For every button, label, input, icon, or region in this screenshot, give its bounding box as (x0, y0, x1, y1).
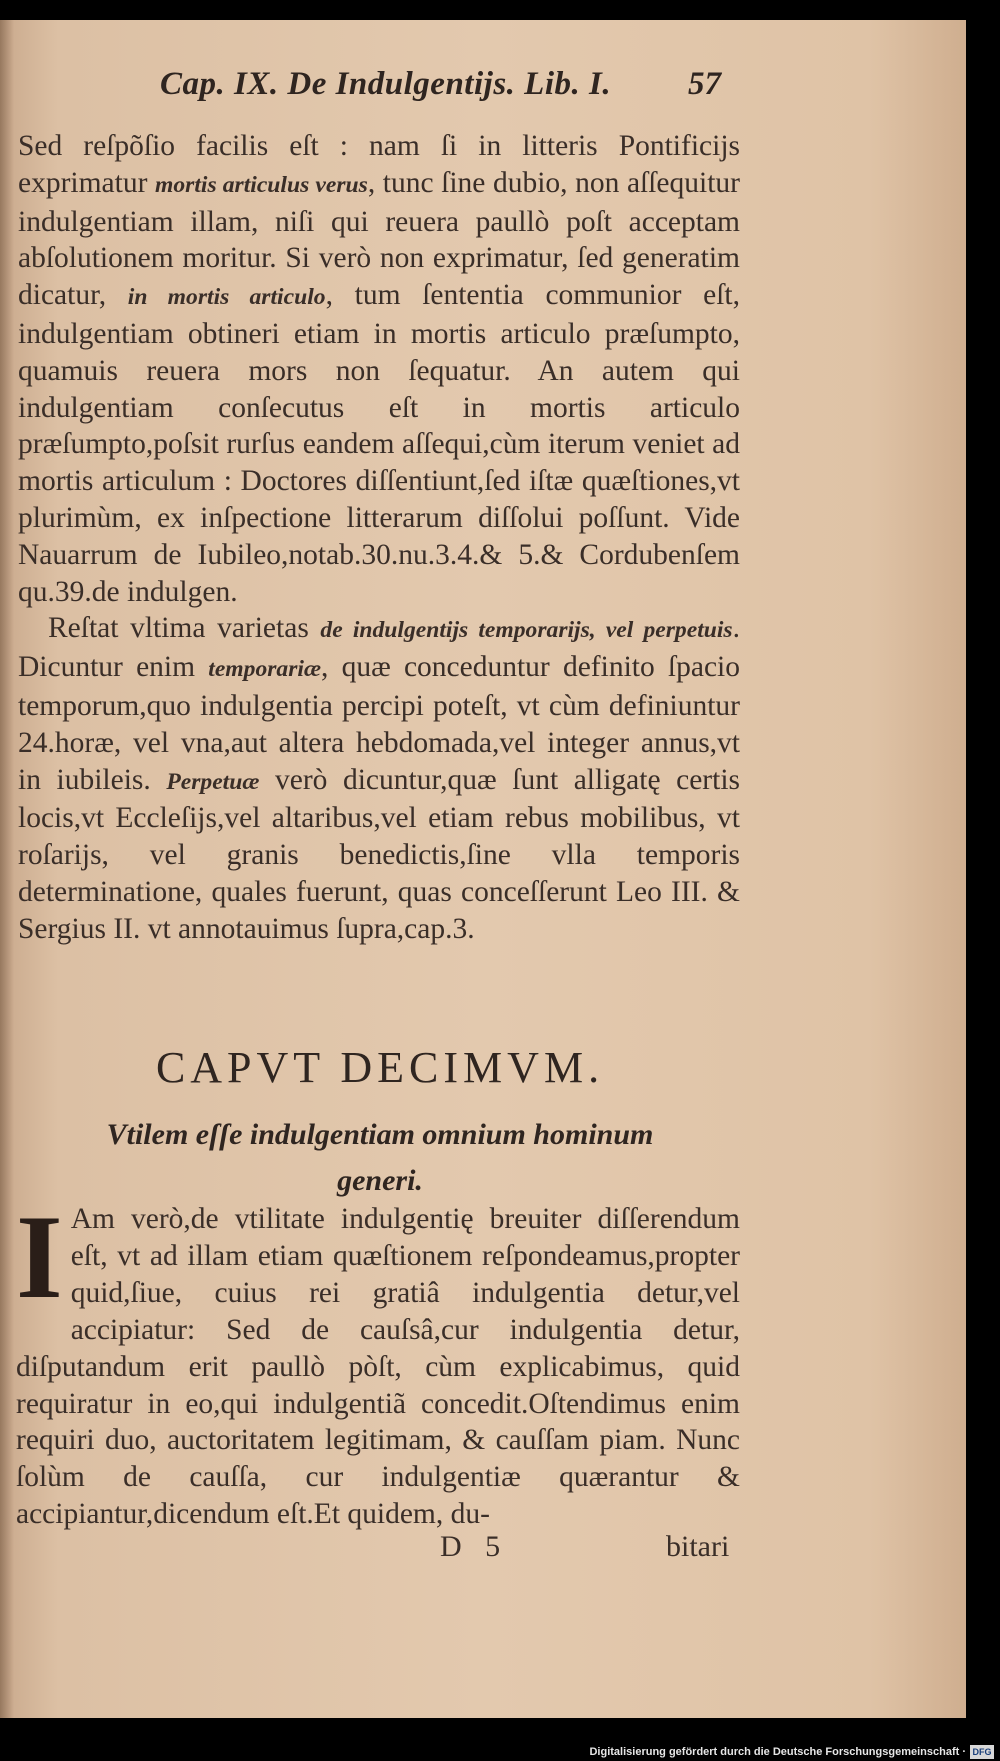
paragraph-2-italic-1: de indulgentijs temporarijs, vel perpetuis (320, 617, 733, 644)
dfg-logo: DFG (970, 1745, 994, 1759)
paragraph-1-italic-1: mortis articulus verus (155, 171, 368, 198)
paragraph-3-text: Am verò,de vtilitate indulgentię breuiter diſſerendum eſt, vt ad illam etiam quæſtionem reſpondeamus,propter quid,ſiue, cuius rei gratiâ indulgentia detur,vel accipiatur: Sed de cauſsâ,cur indulgentia detur, diſputandum erit paullò pòſt, cùm explicabimus, quid requiratur in eo,qui indulgentiã concedit.Oſtendimus enim requiri duo, auctoritatem legitimam, & cauſſam piam. Nunc ſolùm de cauſſa, cur indulgentiæ quærantur & accipiantur,dicendum eſt.Et quidem, du- (16, 1203, 740, 1531)
paragraph-2-text: Reſtat vltima varietas (48, 612, 321, 645)
page-footer (0, 1530, 966, 1570)
body-text (18, 128, 740, 948)
drop-cap: I (16, 1190, 63, 1323)
chapter-title: CAPVT DECIMVM. (155, 1043, 605, 1092)
paragraph-2-text-4: verò dicuntur,quæ ſunt alligatę certis locis,vt Eccleſijs,vel altaribus,vel etiam rebus mobilibus, vt roſarijs, vel granis benedictis,ſine vlla temporis determinatione, quales fuerunt, quas conceſſerunt Leo III. & Sergius II. vt annotauimus ſupra,cap.3. (18, 763, 740, 945)
paragraph-2-italic-3: Perpetuæ (166, 768, 260, 795)
paragraph-1-italic-2: in mortis articulo (127, 284, 326, 311)
running-head (0, 66, 966, 122)
paragraph-2 (18, 610, 740, 947)
catchword: bitari (666, 1530, 730, 1563)
gutter-shadow (0, 20, 14, 1718)
paragraph-3 (16, 1190, 740, 1533)
paragraph-1 (18, 128, 740, 610)
digitization-credit: Digitalisierung gefördert durch die Deutsche Forschungsgemeinschaft · (589, 1746, 966, 1758)
paragraph-1-text-3: , tum ſententia communior eſt, indulgentiam obtineri etiam in mortis articulo præſumpto, quamuis reuera mors non ſequatur. An autem qui indulgentiam conſecutus eſt in mortis articulo præſumpto,poſsit rurſus eandem aſſequi,cùm iterum veniet ad mortis articulum : Doctores diſſentiunt,ſed iſtæ quæſtiones,vt plurimùm, ex inſpectione litterarum diſſolui poſſunt. Vide Nauarrum de Iubileo,notab.30.nu.3.4.& 5.& Cordubenſem qu.39.de indulgen. (18, 279, 741, 608)
chapter-subtitle: Vtilem eſſe indulgentiam omnium hominum generi. (106, 1118, 654, 1197)
paragraph-1-text: Sed reſpõſio facilis eſt : nam ſi in litteris Pontificijs exprimatur (18, 130, 740, 199)
signature-mark: D 5 (440, 1530, 509, 1563)
paragraph-1-text-2: , tunc ſine dubio, non aſſequitur indulgentiam illam, niſi qui reuera paullò poſt acceptam abſolutionem moritur. Si verò non exprimatur, ſed generatim dicatur, (18, 166, 740, 312)
page-number: 57 (688, 66, 721, 102)
paragraph-2-text-3: , quæ conceduntur definito ſpacio temporum,quo indulgentia percipi poteſt, vt cùm definiuntur 24.horæ, vel vna,aut altera hebdomada,vel integer annus,vt in iubileis. (18, 651, 740, 796)
running-head-title: Cap. IX. De Indulgentijs. Lib. I. (160, 66, 612, 102)
paragraph-2-text-2: . Dicuntur enim (18, 612, 740, 684)
book-page (0, 20, 966, 1718)
paragraph-2-italic-2: temporariæ (208, 656, 321, 683)
